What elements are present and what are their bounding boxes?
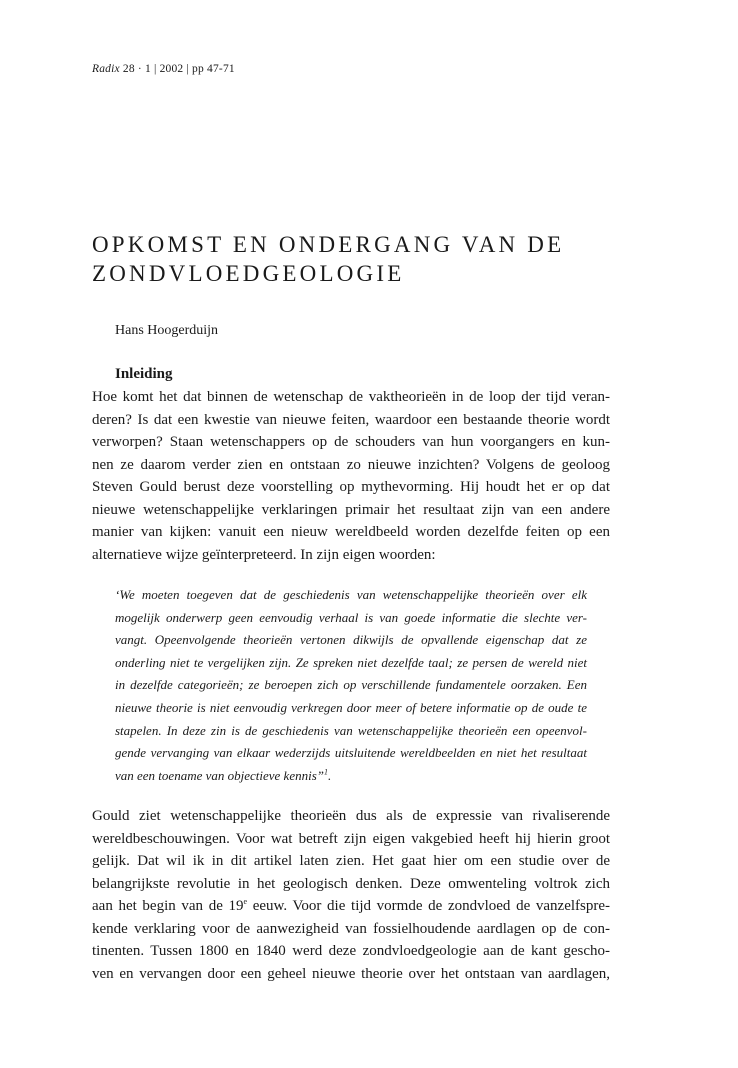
text-line: gelijk. Dat wil ik in dit artikel laten zien. Het gaat hier om een studie over de (92, 853, 610, 869)
quote-line: stapelen. In deze zin is de geschiedenis van wetenschappelijke theorieën een opeenvol- (115, 722, 587, 738)
quote-line: onderling niet te vergelijken zijn. Ze spreken niet dezelfde taal; ze persen de wereld niet (115, 654, 587, 670)
text-line: Gould ziet wetenschappelijke theorieën dus als de expressie van rivaliserende (92, 808, 610, 824)
text-line: deren? Is dat een kwestie van nieuwe feiten, waardoor een bestaande theorie wordt (92, 411, 610, 428)
text-line-century (92, 895, 610, 918)
text-line: belangrijkste revolutie in het geologisch denken. Deze omwenteling voltrok zich (92, 875, 610, 892)
text-segment: eeuw. Voor die tijd vormde de zondvloed de vanzelfspre- (247, 898, 610, 914)
quote-line: mogelijk onderwerp geen eenvoudig verhaal is van goede informatie die slechte ver- (115, 609, 587, 625)
text-segment: aan het begin van de 19 (92, 898, 244, 914)
text-line: wereldbeschouwingen. Voor wat betreft zijn eigen vakgebied heeft hij hierin groot (92, 830, 610, 847)
title-line-2: ZONDVLOEDGEOLOGIE (92, 261, 405, 286)
text-line: kende verklaring voor de aanwezigheid van fossielhoudende aardlagen op de con- (92, 920, 610, 937)
quote-text: van een toename van objectieve kennis” (115, 767, 324, 783)
text-line: Steven Gould berust deze voorstelling op mythevorming. Hij houdt het er op dat (92, 479, 610, 495)
article-title (92, 230, 652, 288)
quote-end: . (328, 767, 332, 783)
quote-line-last (115, 765, 587, 788)
paragraph-gould (92, 805, 610, 985)
block-quote (115, 584, 587, 787)
text-line: Hoe komt het dat binnen de wetenschap de vaktheorieën in de loop der tijd veran- (92, 389, 610, 405)
paragraph-intro (92, 386, 610, 566)
section-heading: Inleiding (115, 366, 173, 382)
quote-line: vangt. Opeenvolgende theorieën vertonen dikwijls de opvallende eigenschap dat ze (115, 632, 587, 648)
text-line: alternatieve wijze geïnterpreteerd. In zijn eigen woorden: (92, 546, 436, 563)
text-line: manier van kijken: vanuit een nieuw wereldbeeld worden dezelfde feiten op een (92, 524, 610, 540)
title-line-1: OPKOMST EN ONDERGANG VAN DE (92, 232, 565, 257)
text-line: verworpen? Staan wetenschappers op de schouders van hun voorgangers en kun- (92, 434, 610, 450)
superscript-e: e (243, 897, 248, 906)
author-name: Hans Hoogerduijn (115, 323, 219, 338)
text-line: nen ze daarom verder zien en ontstaan zo nieuwe inzichten? Volgens de geoloog (92, 456, 610, 473)
quote-line: nieuwe theorie is niet eenvoudig verkregen door meer of betere informatie op de oude te (115, 699, 587, 715)
footnote-marker[interactable]: 1 (324, 767, 328, 777)
text-line: nieuwe wetenschappelijke verklaringen primair het resultaat zijn van een andere (92, 501, 610, 518)
text-line: tinenten. Tussen 1800 en 1840 werd deze zondvloedgeologie aan de kant gescho- (92, 943, 610, 959)
quote-line: in dezelfde categorieën; ze beroepen zich op verschillende fundamentele oorzaken. Een (115, 677, 587, 693)
journal-name: Radix (92, 63, 120, 75)
quote-line: ‘We moeten toegeven dat de geschiedenis van wetenschappelijke theorieën over elk (115, 587, 587, 602)
running-header (92, 63, 235, 75)
citation-info: 28 · 1 | 2002 | pp 47-71 (119, 63, 235, 75)
quote-line: gende vervanging van elkaar wederzijds uitsluitende wereldbeelden en niet het resultaat (115, 745, 587, 761)
text-line: ven en vervangen door een geheel nieuwe theorie over het ontstaan van aardlagen, (92, 965, 610, 982)
